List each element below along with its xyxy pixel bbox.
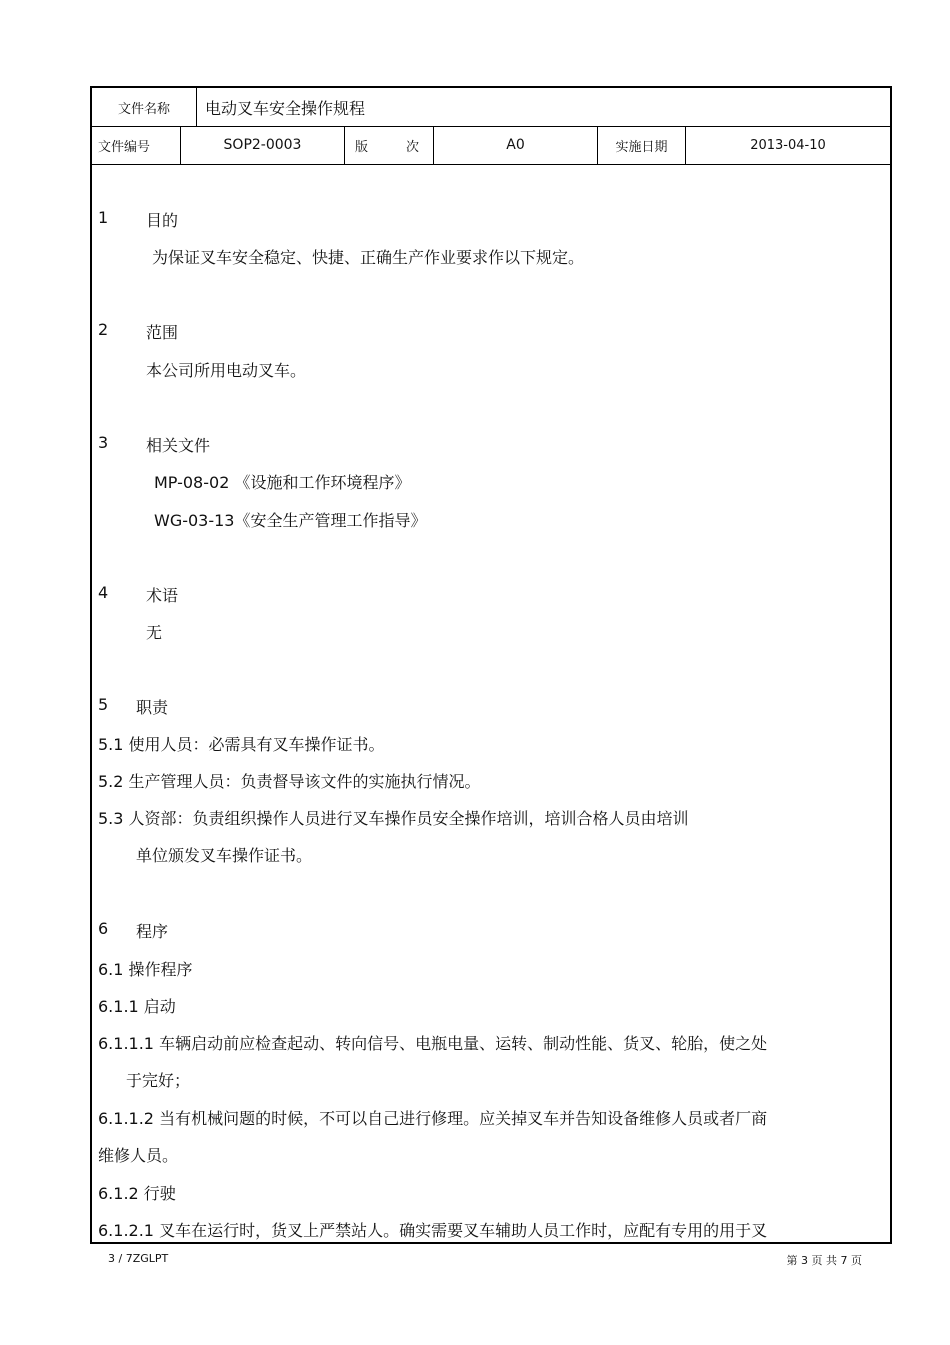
section-2-text: 本公司所用电动叉车。 <box>146 361 307 380</box>
section-3-ref-2: WG-03-13《安全生产管理工作指导》 <box>154 511 427 530</box>
section-4-text: 无 <box>146 623 163 642</box>
date-value: 2013-04-10 <box>685 126 890 164</box>
doc-no-value: SOP2-0003 <box>180 126 344 164</box>
footer-page-count: 第 3 页 共 7 页 <box>786 1254 862 1267</box>
section-6-title: 程序 <box>136 922 169 941</box>
section-3-title: 相关文件 <box>146 436 211 455</box>
section-3-number: 3 <box>98 433 109 452</box>
doc-no-label: 文件编号 <box>98 139 151 155</box>
section-6-number: 6 <box>98 919 109 938</box>
section-2-title: 范围 <box>146 323 179 342</box>
section-6-1-1: 6.1.1 启动 <box>98 997 176 1016</box>
header-row-meta <box>92 126 890 165</box>
section-6-1-2: 6.1.2 行驶 <box>98 1184 176 1203</box>
doc-name-label: 文件名称 <box>117 101 170 117</box>
version-label <box>344 126 433 164</box>
section-5-2: 5.2 生产管理人员：负责督导该文件的实施执行情况。 <box>98 772 481 791</box>
header-row-name <box>92 88 890 127</box>
date-label: 实施日期 <box>597 126 685 164</box>
section-5-3-line-1: 5.3 人资部：负责组织操作人员进行叉车操作员安全操作培训，培训合格人员由培训 <box>98 809 689 828</box>
section-1-title: 目的 <box>146 211 179 230</box>
section-1-text: 为保证叉车安全稳定、快捷、正确生产作业要求作以下规定。 <box>152 248 585 267</box>
section-3-ref-1: MP-08-02 《设施和工作环境程序》 <box>154 473 411 492</box>
version-value: A0 <box>433 126 597 164</box>
version-label-2: 次 <box>405 139 419 155</box>
footer-left: 3 / 7ZGLPT <box>108 1252 169 1265</box>
section-6-1: 6.1 操作程序 <box>98 960 193 979</box>
section-4-number: 4 <box>98 583 109 602</box>
section-4-title: 术语 <box>146 586 179 605</box>
section-6-1-1-1-line-1: 6.1.1.1 车辆启动前应检查起动、转向信号、电瓶电量、运转、制动性能、货叉、轮胎，使之处 <box>98 1034 768 1053</box>
version-label-1: 版 <box>355 139 369 155</box>
section-5-number: 5 <box>98 695 109 714</box>
doc-name-value: 电动叉车安全操作规程 <box>196 88 890 126</box>
section-5-1: 5.1 使用人员：必需具有叉车操作证书。 <box>98 735 385 754</box>
section-6-1-1-2-line-1: 6.1.1.2 当有机械问题的时候，不可以自己进行修理。应关掉叉车并告知设备维修人员或者厂商 <box>98 1109 768 1128</box>
section-6-1-2-1-line-1: 6.1.2.1 叉车在运行时，货叉上严禁站人。确实需要叉车辅助人员工作时，应配有专用的用于叉 <box>98 1221 768 1240</box>
section-6-1-1-1-line-2: 于完好； <box>126 1071 191 1090</box>
section-1-number: 1 <box>98 208 109 227</box>
section-2-number: 2 <box>98 320 109 339</box>
section-5-3-line-2: 单位颁发叉车操作证书。 <box>136 846 313 865</box>
section-5-title: 职责 <box>136 698 169 717</box>
section-6-1-1-2-line-2: 维修人员。 <box>98 1146 179 1165</box>
